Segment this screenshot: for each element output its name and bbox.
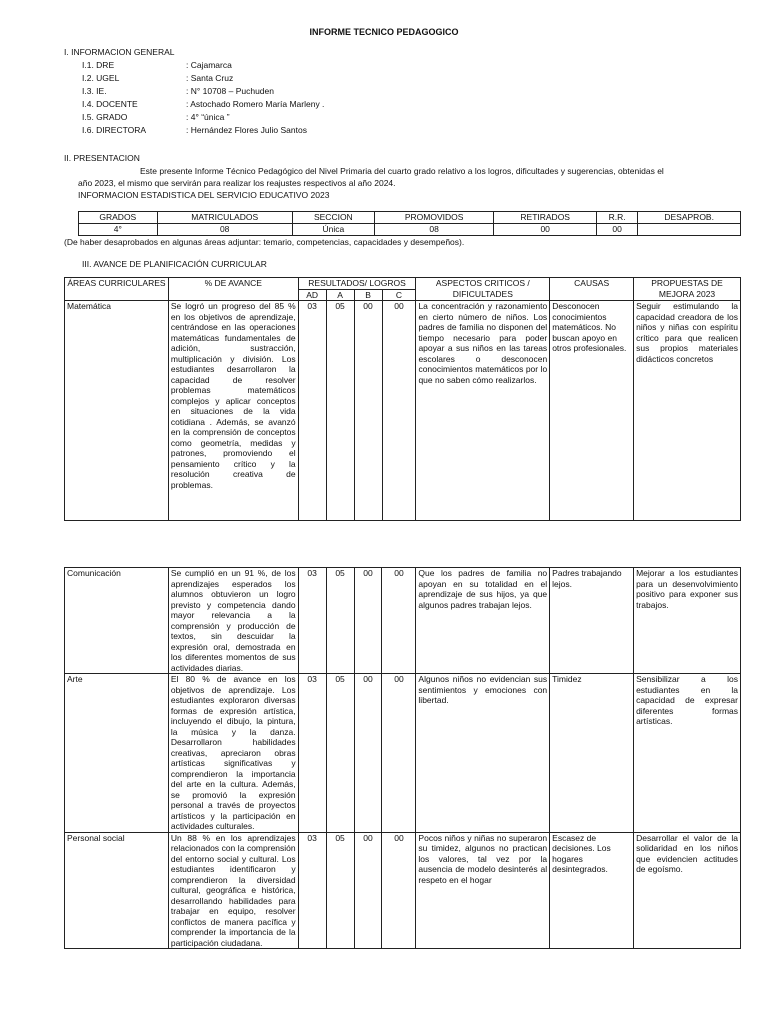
stats-header-cell: R.R. [596, 212, 637, 224]
aspectos-cell: Pocos niños y niñas no superaron su timidez, algunos no practican los valores, tal vez por la ausencia de modelo desinterés al respeto en el hogar [416, 832, 550, 949]
header-areas: ÁREAS CURRICULARES [65, 278, 169, 301]
document-title: INFORME TECNICO PEDAGOGICO [309, 27, 459, 37]
header-c: C [382, 289, 416, 301]
ad-cell: 03 [298, 674, 326, 833]
c-cell: 00 [382, 301, 416, 521]
area-cell: Comunicación [65, 568, 169, 674]
header-b: B [354, 289, 382, 301]
aspectos-cell: Que los padres de familia no apoyan en su totalidad en el aprendizaje de sus hijos, ya que algunos padres trabajan lejos. [416, 568, 550, 674]
c-cell: 00 [382, 832, 416, 949]
header-a: A [326, 289, 354, 301]
presentation-line-2: año 2023, el mismo que servirán para realizar los reajustes respectivos al año 2024. [78, 178, 396, 188]
info-value: : Hernández Flores Julio Santos [186, 125, 307, 135]
plan-row [65, 674, 741, 833]
c-cell: 00 [382, 568, 416, 674]
b-cell: 00 [354, 674, 382, 833]
a-cell: 05 [326, 568, 354, 674]
propuestas-cell: Seguir estimulando la capacidad creadora de los niños y niñas con espíritu crítico para que realicen sus propios materiales didácticos concretos [634, 301, 741, 521]
header-ad: AD [298, 289, 326, 301]
stats-header-row [79, 212, 741, 224]
header-avance: % DE AVANCE [168, 278, 298, 301]
plan-row [65, 301, 741, 521]
header-propuestas: PROPUESTAS DE MEJORA 2023 [634, 278, 741, 301]
info-label: I.3. IE. [82, 86, 107, 96]
plan-row [65, 568, 741, 674]
stats-value-row [79, 224, 741, 236]
disapproved-note: (De haber desaprobados en algunas áreas adjuntar: temario, competencias, capacidades y desempeños). [64, 237, 465, 247]
stats-header-cell: DESAPROB. [638, 212, 741, 224]
info-value: : Astochado Romero María Marleny . [186, 99, 325, 109]
info-label: I.4. DOCENTE [82, 99, 138, 109]
info-value: : N° 10708 – Puchuden [186, 86, 274, 96]
b-cell: 00 [354, 301, 382, 521]
a-cell: 05 [326, 674, 354, 833]
stats-title: INFORMACION ESTADISTICA DEL SERVICIO EDUCATIVO 2023 [78, 190, 330, 200]
a-cell: 05 [326, 832, 354, 949]
avance-cell: El 80 % de avance en los objetivos de aprendizaje. Los estudiantes exploraron diversas formas de expresión artística, incluyendo el dibujo, la pintura, la música y la danza. Desarrollaron habilidades creativas, apreciaron obras artísticas significativas y comprendieron la importancia del arte en la cultura. Además, se promovió la expresión personal a través de proyectos artísticos y la participación en actividades culturales. [168, 674, 298, 833]
stats-value-cell: 08 [374, 224, 493, 236]
section-2-heading: II. PRESENTACION [64, 153, 140, 163]
area-cell: Personal social [65, 832, 169, 949]
stats-value-cell: Única [292, 224, 374, 236]
b-cell: 00 [354, 568, 382, 674]
stats-header-cell: MATRICULADOS [157, 212, 292, 224]
info-label: I.6. DIRECTORA [82, 125, 147, 135]
stats-value-cell: 08 [157, 224, 292, 236]
presentation-line-1: Este presente Informe Técnico Pedagógico del Nivel Primaria del cuarto grado relativo a los logros, dificultades y sugerencias, obtenidas el [140, 166, 664, 176]
aspectos-cell: La concentración y razonamiento en cierto número de niños. Los padres de familia no disponen del tiempo necesario para poder apoyar a sus niños en las tareas escolares o desconocen conocimientos matemáticos por lo que no saben cómo realizarlos. [416, 301, 550, 521]
avance-cell: Un 88 % en los aprendizajes relacionados con la comprensión del entorno social y cultural. Los estudiantes identificaron y comprendieron la diversidad cultural, geográfica e histórica, desarrollando habilidades para trabajar en equipo, resolver conflictos de manera pacífica y comprender la importancia de la participación ciudadana. [168, 832, 298, 949]
header-causas: CAUSAS [550, 278, 634, 301]
propuestas-cell: Mejorar a los estudiantes para un desenvolvimiento positivo para exponer sus trabajos. [634, 568, 741, 674]
area-cell: Arte [65, 674, 169, 833]
info-value: : 4° “única ” [186, 112, 230, 122]
info-label: I.5. GRADO [82, 112, 128, 122]
avance-cell: Se logró un progreso del 85 % en los objetivos de aprendizaje, centrándose en las operaciones matemáticas fundamentales de adición, sustracción, multiplicación y división. Los estudiantes desarrollaron la capacidad de resolver problemas matemáticos complejos y aplicar conceptos en situaciones de la vida cotidiana . Además, se avanzó en la comprensión de conceptos como geometría, medidas y patrones, promoviendo el pensamiento crítico y la resolución creativa de problemas. [168, 301, 298, 521]
causas-cell: Desconocen conocimientos matemáticos. No buscan apoyo en otros profesionales. [550, 301, 634, 521]
info-value: : Santa Cruz [186, 73, 234, 83]
stats-value-cell: 00 [494, 224, 597, 236]
causas-cell: Padres trabajando lejos. [550, 568, 634, 674]
causas-cell: Escasez de decisiones. Los hogares desintegrados. [550, 832, 634, 949]
ad-cell: 03 [298, 832, 326, 949]
section-3-heading: III. AVANCE DE PLANIFICACIÓN CURRICULAR [82, 259, 267, 269]
aspectos-cell: Algunos niños no evidencian sus sentimientos y emociones con libertad. [416, 674, 550, 833]
curricular-plan-table [64, 277, 741, 521]
b-cell: 00 [354, 832, 382, 949]
propuestas-cell: Desarrollar el valor de la solidaridad en los niños que evidencien actitudes de egoísmo. [634, 832, 741, 949]
c-cell: 00 [382, 674, 416, 833]
propuestas-cell: Sensibilizar a los estudiantes en la capacidad de expresar diferentes formas artísticas. [634, 674, 741, 833]
stats-value-cell [638, 224, 741, 236]
plan-header-row [65, 278, 741, 290]
stats-value-cell: 4° [79, 224, 158, 236]
stats-header-cell: SECCION [292, 212, 374, 224]
area-cell: Matemática [65, 301, 169, 521]
stats-value-cell: 00 [596, 224, 637, 236]
plan-row [65, 832, 741, 949]
info-label: I.1. DRE [82, 60, 115, 70]
causas-cell: Timidez [550, 674, 634, 833]
ad-cell: 03 [298, 301, 326, 521]
header-resultados: RESULTADOS/ LOGROS [298, 278, 416, 290]
header-aspectos: ASPECTOS CRITICOS / DIFICULTADES [416, 278, 550, 301]
stats-header-cell: PROMOVIDOS [374, 212, 493, 224]
stats-table [78, 211, 741, 236]
info-label: I.2. UGEL [82, 73, 120, 83]
stats-header-cell: RETIRADOS [494, 212, 597, 224]
ad-cell: 03 [298, 568, 326, 674]
a-cell: 05 [326, 301, 354, 521]
curricular-plan-table-continued [64, 567, 741, 949]
stats-header-cell: GRADOS [79, 212, 158, 224]
avance-cell: Se cumplió en un 91 %, de los aprendizajes esperados los alumnos obtuvieron un logro previsto y competencia dando mayor relevancia a la comprensión y producción de textos, sin descuidar la expresión oral, demostrada en los diferentes momentos de sus actividades diarias. [168, 568, 298, 674]
section-1-heading: I. INFORMACION GENERAL [64, 47, 175, 57]
info-value: : Cajamarca [186, 60, 232, 70]
